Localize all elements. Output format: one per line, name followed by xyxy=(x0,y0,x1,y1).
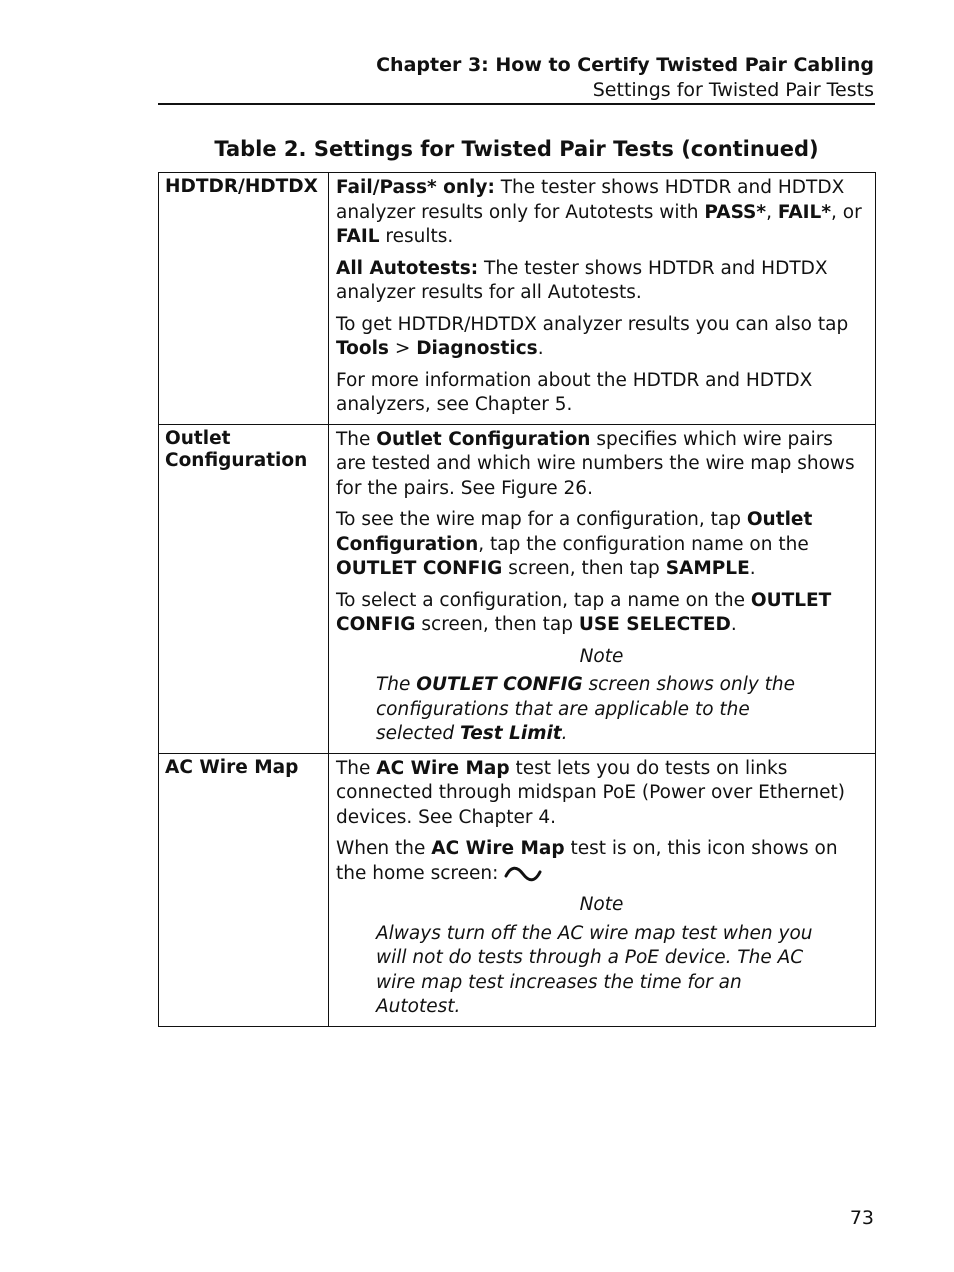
note-heading: Note xyxy=(579,894,624,915)
table-caption: Table 2. Settings for Twisted Pair Tests (continued) xyxy=(214,137,819,161)
row-description xyxy=(329,173,876,425)
paragraph: Fail/Pass* only: The tester shows HDTDR and HDTDX analyzer results only for Autotests with PASS*, FAIL*, or FAIL results. xyxy=(336,177,862,247)
row-description xyxy=(329,424,876,753)
header-rule xyxy=(158,103,875,105)
chapter-title: Chapter 3: How to Certify Twisted Pair Cabling xyxy=(376,54,874,76)
note-text: Always turn off the AC wire map test when you will not do tests through a PoE device. The AC wire map test increases the time for an Autotest. xyxy=(376,922,813,1017)
paragraph: To get HDTDR/HDTDX analyzer results you can also tap Tools > Diagnostics. xyxy=(336,313,849,359)
paragraph: The Outlet Configuration specifies which wire pairs are tested and which wire numbers the wire map shows for the pairs. See Figure 26. xyxy=(336,428,855,499)
table-row xyxy=(159,424,876,753)
note-heading: Note xyxy=(579,645,624,667)
paragraph: To see the wire map for a configuration, tap Outlet Configuration, tap the configuration name on the OUTLET CONFIG screen, then tap SAMPLE. xyxy=(336,509,813,579)
table-row xyxy=(159,753,876,1026)
section-title: Settings for Twisted Pair Tests xyxy=(592,79,874,101)
table-row xyxy=(159,173,876,425)
page-number: 73 xyxy=(849,1207,874,1229)
row-label: AC Wire Map xyxy=(159,753,329,1026)
paragraph: The AC Wire Map test lets you do tests on links connected through midspan PoE (Power over Ethernet) devices. See Chapter 4. xyxy=(336,757,846,828)
note-text: The OUTLET CONFIG screen shows only the configurations that are applicable to the selected Test Limit. xyxy=(376,674,796,744)
settings-table xyxy=(158,172,876,1027)
paragraph: When the AC Wire Map test is on, this icon shows on the home screen: xyxy=(336,838,838,884)
row-label: HDTDR/HDTDX xyxy=(159,173,329,425)
ac-wave-icon xyxy=(504,865,542,883)
paragraph: All Autotests: The tester shows HDTDR and HDTDX analyzer results for all Autotests. xyxy=(336,257,828,303)
row-label: Outlet Configuration xyxy=(159,424,329,753)
running-header xyxy=(158,52,874,102)
paragraph: For more information about the HDTDR and HDTDX analyzers, see Chapter 5. xyxy=(336,369,813,415)
row-description xyxy=(329,753,876,1026)
paragraph: To select a configuration, tap a name on the OUTLET CONFIG screen, then tap USE SELECTED. xyxy=(336,589,832,635)
